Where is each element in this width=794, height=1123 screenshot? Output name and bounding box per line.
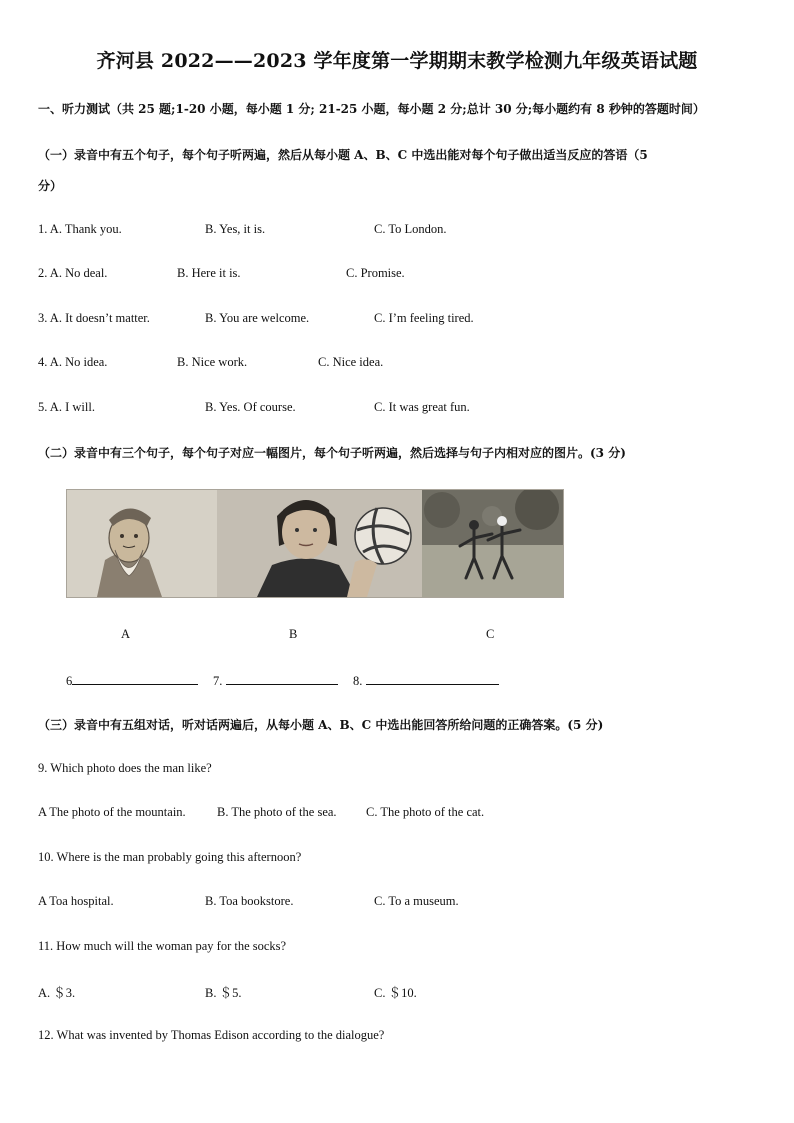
- section1-instruction: （一）录音中有五个句子，每个句子听两遍，然后从每小题 A、B、C 中选出能对每个句子做出适当反应的答语（5: [38, 148, 648, 162]
- picture-label-a: A: [121, 627, 131, 641]
- q4-option-b: B. Nice work.: [177, 355, 248, 369]
- picture-strip: [66, 489, 564, 598]
- q9-option-b: B. The photo of the sea.: [217, 805, 337, 819]
- q1-option-a: 1. A. Thank you.: [38, 222, 122, 236]
- picture-label-c: C: [486, 627, 495, 641]
- q2-option-a: 2. A. No deal.: [38, 266, 108, 280]
- q11-option-a: A. ＄3.: [38, 986, 76, 1000]
- q3-option-a: 3. A. It doesn’t matter.: [38, 311, 150, 325]
- picture-b-volleyball-woman: [217, 490, 422, 597]
- q11-question: 11. How much will the woman pay for the socks?: [38, 939, 287, 953]
- picture-a-confucius: [67, 490, 217, 597]
- section1-instruction-cont: 分）: [38, 179, 63, 193]
- q11-option-b: B. ＄5.: [205, 986, 242, 1000]
- section2-instruction: （二）录音中有三个句子，每个句子对应一幅图片，每个句子听两遍，然后选择与句子内相对应的图片。(3 分): [38, 446, 626, 460]
- q4-option-c: C. Nice idea.: [318, 355, 384, 369]
- picture-c-taichi-park: [422, 490, 563, 597]
- q5-option-a: 5. A. I will.: [38, 400, 95, 414]
- answer-blank-8[interactable]: [353, 672, 499, 689]
- q3-option-c: C. I’m feeling tired.: [374, 311, 474, 325]
- q10-option-b: B. Toa bookstore.: [205, 894, 294, 908]
- q2-option-b: B. Here it is.: [177, 266, 241, 280]
- q9-option-c: C. The photo of the cat.: [366, 805, 485, 819]
- blank-7-line[interactable]: [226, 672, 338, 685]
- q1-option-c: C. To London.: [374, 222, 447, 236]
- q9-question: 9. Which photo does the man like?: [38, 761, 212, 775]
- q10-option-a: A Toa hospital.: [38, 894, 114, 908]
- q5-option-c: C. It was great fun.: [374, 400, 470, 414]
- picture-label-b: B: [289, 627, 298, 641]
- blank-7-number: 7.: [213, 674, 223, 688]
- part1-heading: 一、听力测试（共 25 题;1-20 小题，每小题 1 分; 21-25 小题，每小题 2 分;总计 30 分;每小题约有 8 秒钟的答题时间）: [38, 102, 705, 116]
- q5-option-b: B. Yes. Of course.: [205, 400, 296, 414]
- answer-blank-7[interactable]: [213, 672, 338, 689]
- blank-8-number: 8.: [353, 674, 363, 688]
- blank-6-line[interactable]: [72, 672, 198, 685]
- page-title: 齐河县 2022——2023 学年度第一学期期末教学检测九年级英语试题: [96, 50, 698, 72]
- section3-instruction: （三）录音中有五组对话，听对话两遍后，从每小题 A、B、C 中选出能回答所给问题的正确答案。(5 分): [38, 718, 604, 732]
- q9-option-a: A The photo of the mountain.: [38, 805, 186, 819]
- q10-option-c: C. To a museum.: [374, 894, 459, 908]
- blank-8-line[interactable]: [366, 672, 499, 685]
- q11-option-c: C. ＄10.: [374, 986, 417, 1000]
- q1-option-b: B. Yes, it is.: [205, 222, 266, 236]
- answer-blank-6[interactable]: [66, 672, 198, 689]
- q2-option-c: C. Promise.: [346, 266, 405, 280]
- q4-option-a: 4. A. No idea.: [38, 355, 108, 369]
- q10-question: 10. Where is the man probably going this afternoon?: [38, 850, 302, 864]
- q12-question: 12. What was invented by Thomas Edison according to the dialogue?: [38, 1028, 385, 1042]
- blank-6-number: 6: [66, 674, 73, 688]
- q3-option-b: B. You are welcome.: [205, 311, 310, 325]
